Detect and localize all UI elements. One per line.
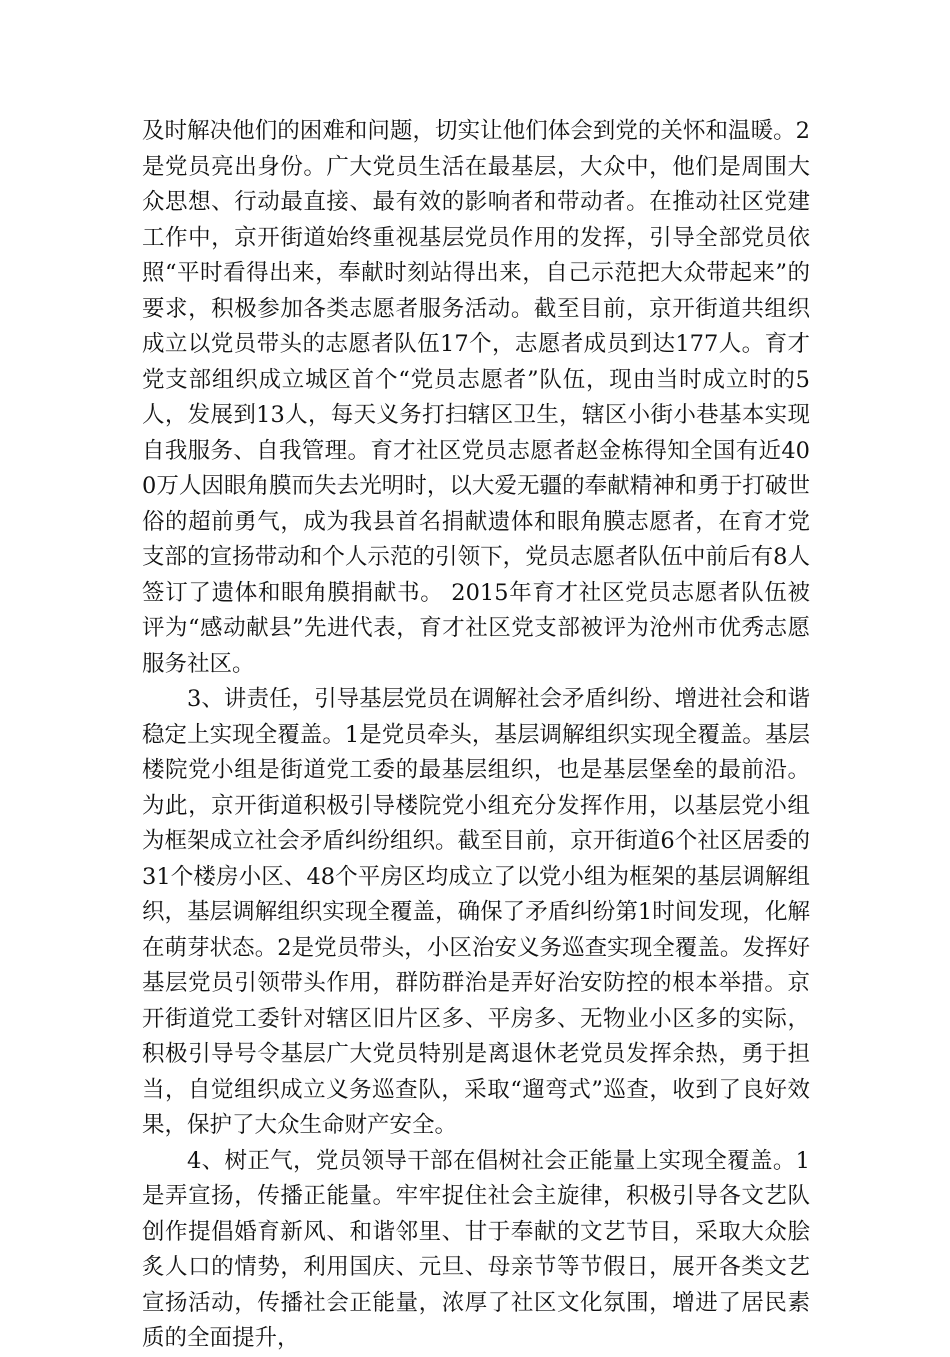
document-page <box>142 114 810 1357</box>
paragraph-volunteers: 及时解决他们的困难和问题，切实让他们体会到党的关怀和温暖。2是党员亮出身份。广大党员生活在最基层，大众中，他们是周围大众思想、行动最直接、最有效的影响者和带动者。在推动社区党建工作中，京开街道始终重视基层党员作用的发挥，引导全部党员依照“平时看得出来，奉献时刻站得出来，自己示范把大众带起来”的要求，积极参加各类志愿者服务活动。截至目前，京开街道共组织成立以党员带头的志愿者队伍17个，志愿者成员到达177人。育才党支部组织成立城区首个“党员志愿者”队伍，现由当时成立时的5人，发展到13人，每天义务打扫辖区卫生，辖区小街小巷基本实现自我服务、自我管理。育才社区党员志愿者赵金栋得知全国有近400万人因眼角膜而失去光明时，以大爱无疆的奉献精神和勇于打破世俗的超前勇气，成为我县首名捐献遗体和眼角膜志愿者，在育才党支部的宣扬带动和个人示范的引领下，党员志愿者队伍中前后有8人签订了遗体和眼角膜捐献书。 2015年育才社区党员志愿者队伍被评为“感动献县”先进代表，育才社区党支部被评为沧州市优秀志愿服务社区。 <box>142 118 810 677</box>
paragraph-responsibility: 3、讲责任，引导基层党员在调解社会矛盾纠纷、增进社会和谐稳定上实现全覆盖。1是党员牵头，基层调解组织实现全覆盖。基层楼院党小组是街道党工委的最基层组织，也是基层堡垒的最前沿。为此，京开街道积极引导楼院党小组充分发挥作用，以基层党小组为框架成立社会矛盾纠纷组织。截至目前，京开街道6个社区居委的31个楼房小区、48个平房区均成立了以党小组为框架的基层调解组织，基层调解组织实现全覆盖，确保了矛盾纠纷第1时间发现，化解在萌芽状态。2是党员带头，小区治安义务巡查实现全覆盖。发挥好基层党员引领带头作用，群防群治是弄好治安防控的根本举措。京开街道党工委针对辖区旧片区多、平房多、无物业小区多的实际，积极引导号令基层广大党员特别是离退休老党员发挥余热，勇于担当，自觉组织成立义务巡查队，采取“遛弯式”巡查，收到了良好效果，保护了大众生命财产安全。 <box>142 686 810 1138</box>
paragraph-positive-energy: 4、树正气，党员领导干部在倡树社会正能量上实现全覆盖。1是弄宣扬，传播正能量。牢牢捉住社会主旋律，积极引导各文艺队创作提倡婚育新风、和谐邻里、甘于奉献的文艺节目，采取大众脍炙人口的情势，利用国庆、元旦、母亲节等节假日，展开各类文艺宣扬活动，传播社会正能量，浓厚了社区文化氛围，增进了居民素质的全面提升， <box>142 1147 810 1351</box>
